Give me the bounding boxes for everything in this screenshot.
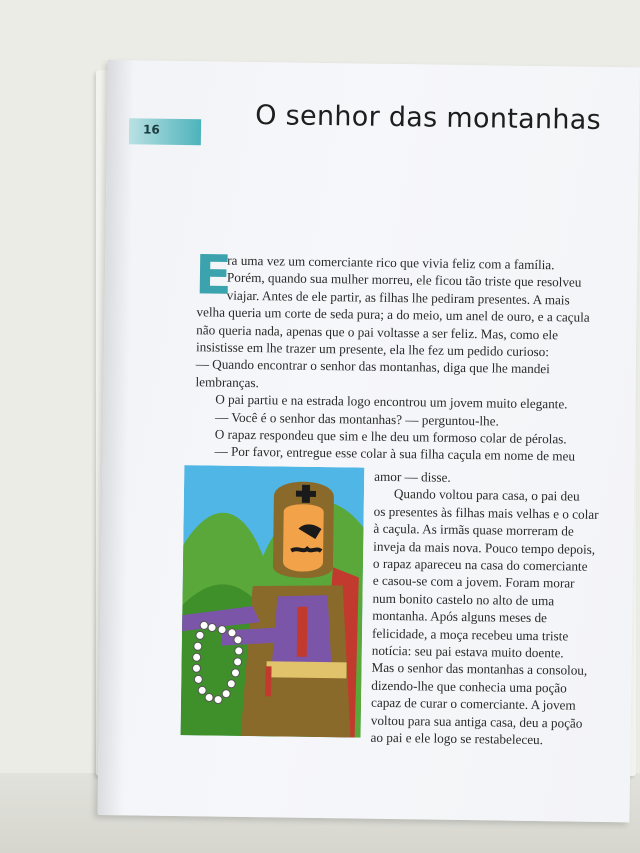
text-line: os presentes às filhas mais velhas e o colar xyxy=(373,503,599,522)
tunic-cross xyxy=(297,607,308,657)
text-line: lembranças. xyxy=(195,374,259,390)
text-line: montanha. Após alguns meses de xyxy=(372,607,548,626)
text-line: O rapaz respondeu que sim e lhe deu um formoso colar de pérolas. xyxy=(214,426,567,447)
text-line: Porém, quando sua mulher morreu, ele ficou tão triste que resolveu xyxy=(226,270,582,291)
page-number-tab xyxy=(129,118,201,145)
page-title: O senhor das montanhas xyxy=(255,100,602,136)
text-line: capaz de curar o comerciante. A jovem xyxy=(370,695,576,713)
text-line: — Quando encontrar o senhor das montanhas, diga que lhe mandei xyxy=(195,356,550,377)
text-line: o rapaz apareceu na casa do comerciante xyxy=(372,555,588,574)
text-line: ao pai e ele logo se restabeleceu. xyxy=(370,729,544,748)
text-line: Quando voltou para casa, o pai deu xyxy=(393,486,580,505)
text-line: inveja da mais nova. Pouco tempo depois, xyxy=(373,538,596,557)
text-line: num bonito castelo no alto de uma xyxy=(372,590,555,609)
knight-illustration xyxy=(181,465,365,737)
text-line: velha queria um corte de seda pura; a do meio, um anel de ouro, e a caçula xyxy=(196,304,590,325)
text-line: não queria nada, apenas que o pai voltasse a ser feliz. Mas, como ele xyxy=(196,321,559,342)
text-line: ra uma vez um comerciante rico que vivia feliz com a família. xyxy=(227,252,555,273)
story-text-column xyxy=(370,468,614,750)
book-page xyxy=(97,60,639,822)
text-line: notícia: seu pai estava muito doente. xyxy=(371,642,564,661)
text-line: felicidade, a moça recebeu uma triste xyxy=(371,625,569,644)
face xyxy=(283,504,324,572)
text-line: O pai partiu e na estrada logo encontrou um jovem muito elegante. xyxy=(215,391,568,412)
text-line: Mas o senhor das montanhas a consolou, xyxy=(371,660,588,679)
text-line: e casou-se com a jovem. Foram morar xyxy=(372,573,575,592)
moustache xyxy=(291,549,321,551)
text-line: insistisse em lhe trazer um presente, ela lhe fez um pedido curioso: xyxy=(195,339,550,360)
text-line: dizendo-lhe que conhecia uma poção xyxy=(371,677,567,696)
text-line: — Por favor, entregue esse colar à sua filha caçula em nome de meu xyxy=(214,443,576,465)
sword-hilt xyxy=(265,666,271,696)
page-number: 16 xyxy=(142,122,160,137)
text-line: — Você é o senhor das montanhas? — perguntou-lhe. xyxy=(214,409,499,429)
story-text xyxy=(194,243,605,466)
text-line: à caçula. As irmãs quase morreram de xyxy=(373,520,574,539)
text-line: voltou para sua antiga casa, deu a poção xyxy=(370,712,583,731)
text-line: viajar. Antes de ele partir, as filhas lhe pediram presentes. A mais xyxy=(226,287,570,308)
belt xyxy=(266,661,346,678)
drop-cap: E xyxy=(194,243,233,307)
text-line: amor — disse. xyxy=(374,468,451,485)
